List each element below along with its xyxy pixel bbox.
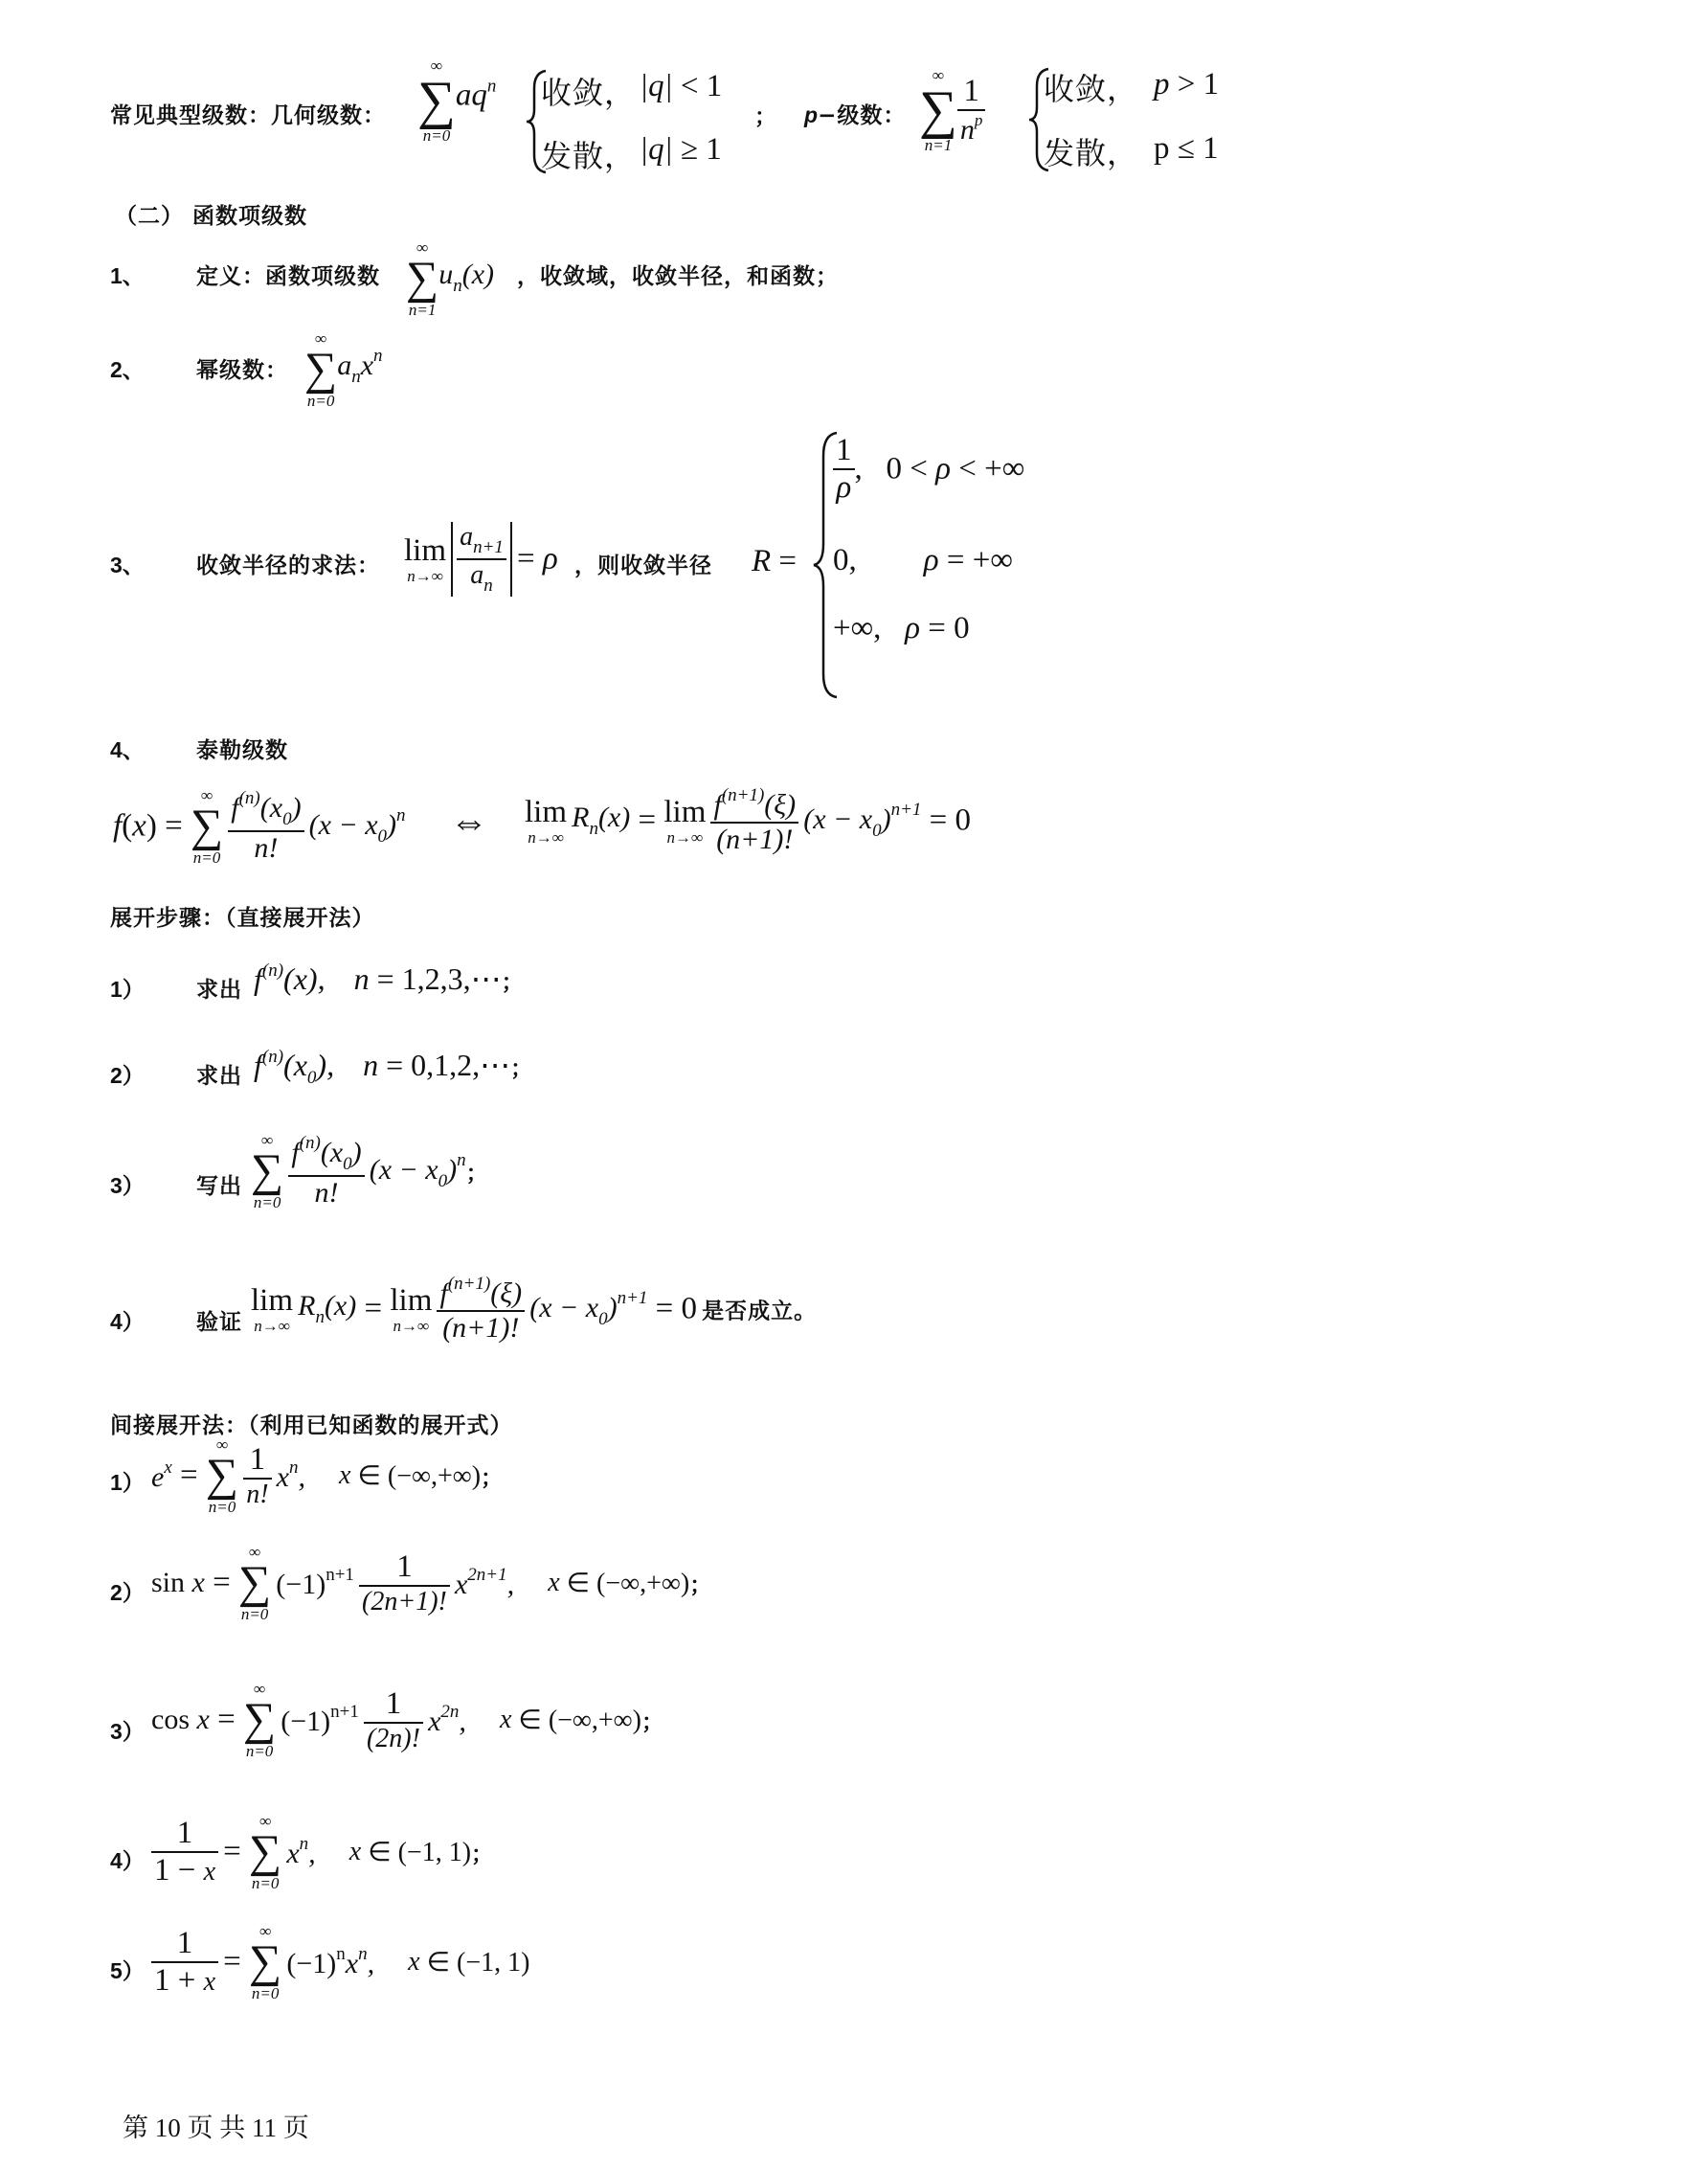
- item-1-number: 1、: [110, 263, 145, 288]
- page-footer: 第 10 页 共 11 页: [123, 2113, 309, 2142]
- geometric-diverge-label: 发散，: [541, 138, 637, 174]
- indirect-4-number: 4）: [110, 1848, 145, 1873]
- geometric-expansion: $\frac{1}{1 - x}$ = ∞ ∑ n=0 $x^n$, x ∈ (−1, 1)；: [151, 1813, 494, 1891]
- alternating-geometric-expansion: $\frac{1}{1 + x}$ = ∞ ∑ n=0 $(-1)^nx^n$, x ∈ (−1, 1): [151, 1923, 529, 2001]
- step-1-number: 1）: [110, 977, 145, 1002]
- item-3-text-b: ，则收敛半径: [574, 554, 712, 578]
- step-3-text: 写出: [196, 1174, 242, 1199]
- step-4-text: 验证: [196, 1310, 242, 1335]
- step-2-number: 2）: [110, 1063, 145, 1088]
- section-title: （二） 函数项级数: [115, 204, 308, 229]
- geometric-series-formula: ∞ ∑ n=0 aqn: [417, 57, 497, 145]
- ratio-limit-formula: lim n→∞ $\frac{a_{n+1}}{a_n}$ = ρ: [404, 522, 558, 596]
- function-series-formula: ∞ ∑ n=1 $u_n(x)$: [406, 238, 495, 319]
- step-1-text: 求出: [196, 978, 242, 1003]
- step-3-number: 3）: [110, 1173, 145, 1198]
- geometric-converge-label: 收敛，: [541, 75, 637, 111]
- geometric-diverge-cond: |q| ≥ 1: [640, 132, 722, 167]
- indirect-2-number: 2）: [110, 1580, 145, 1605]
- semicolon: ；: [754, 104, 777, 129]
- item-4-text: 泰勒级数: [196, 738, 288, 763]
- indirect-3-number: 3）: [110, 1719, 145, 1744]
- typical-series-label: 常见典型级数：几何级数：: [110, 103, 386, 128]
- step-4-number: 4）: [110, 1309, 145, 1334]
- power-series-formula: ∞ ∑ n=0 $a_nx^n$: [304, 329, 383, 410]
- p-series-label: p−级数：: [804, 102, 907, 128]
- p-series-formula: ∞ ∑ n=1 $\frac{1}{n^p}$: [919, 67, 985, 153]
- p-diverge-cond: p ≤ 1: [1154, 131, 1219, 166]
- step-4-formula: lim n→∞ $R_n(x)$ = lim n→∞ $\frac{f^{(n+1)}(\xi)}{(n+1)!}$ $(x - x_0)^{n+1} = 0$ 是否成立。: [251, 1274, 818, 1344]
- indirect-5-number: 5）: [110, 1958, 145, 1983]
- geometric-converge-cond: |q| < 1: [640, 69, 723, 103]
- item-2-number: 2、: [110, 357, 145, 382]
- radius-case-3: +∞, ρ = 0: [833, 611, 970, 645]
- cos-expansion: cos x = ∞ ∑ n=0 $(-1)^{n+1}$ $\frac{1}{(2n)!}$ $x^{2n}$, x ∈ (−∞,+∞)；: [151, 1680, 664, 1760]
- item-1-text-a: 定义：函数项级数: [196, 264, 380, 289]
- item-2-text: 幂级数：: [196, 358, 288, 383]
- item-1-text-b: ，收敛域，收敛半径，和函数；: [517, 264, 839, 289]
- indirect-1-number: 1）: [110, 1470, 145, 1495]
- taylor-remainder-formula: lim n→∞ $R_n(x)$ = lim n→∞ $\frac{f^{(n+1)}(\xi)}{(n+1)!}$ $(x - x_0)^{n+1} = 0$: [525, 785, 972, 855]
- taylor-series-formula: f(x) = ∞ ∑ n=0 $\frac{f^{(n)}(x_0)}{n!}$ $(x - x_0)^n$: [113, 786, 406, 867]
- radius-case-2: 0, ρ = +∞: [833, 543, 1013, 577]
- sin-expansion: sin x = ∞ ∑ n=0 $(-1)^{n+1}$ $\frac{1}{(2n+1)!}$ $x^{2n+1}$, x ∈ (−∞,+∞)；: [151, 1543, 713, 1623]
- item-4-number: 4、: [110, 737, 145, 762]
- p-converge-label: 收敛，: [1044, 71, 1139, 107]
- step-3-formula: ∞ ∑ n=0 $\frac{f^{(n)}(x_0)}{n!}$ $(x - x_0)^n$；: [251, 1131, 489, 1211]
- exp-expansion: $e^x$ = ∞ ∑ n=0 $\frac{1}{n!}$ $x^n$, x ∈ (−∞,+∞)；: [151, 1435, 505, 1516]
- item-3-text: 收敛半径的求法：: [196, 554, 380, 578]
- item-3-number: 3、: [110, 553, 145, 577]
- radius-case-1: $\frac{1}{\rho}$ , 0 < ρ < +∞: [833, 433, 1024, 506]
- step-2-formula: $f^{(n)}(x_0)$, n = 0,1,2,⋯；: [254, 1047, 534, 1088]
- equivalence-arrow: ⇔: [450, 800, 488, 843]
- indirect-title: 间接展开法：（利用已知函数的展开式）: [110, 1413, 513, 1438]
- step-1-formula: $f^{(n)}(x)$, n = 1,2,3,⋯；: [254, 961, 525, 996]
- radius-symbol: R =: [752, 544, 798, 578]
- steps-title: 展开步骤：（直接展开法）: [110, 906, 375, 931]
- step-2-text: 求出: [196, 1064, 242, 1089]
- p-diverge-label: 发散，: [1044, 135, 1139, 171]
